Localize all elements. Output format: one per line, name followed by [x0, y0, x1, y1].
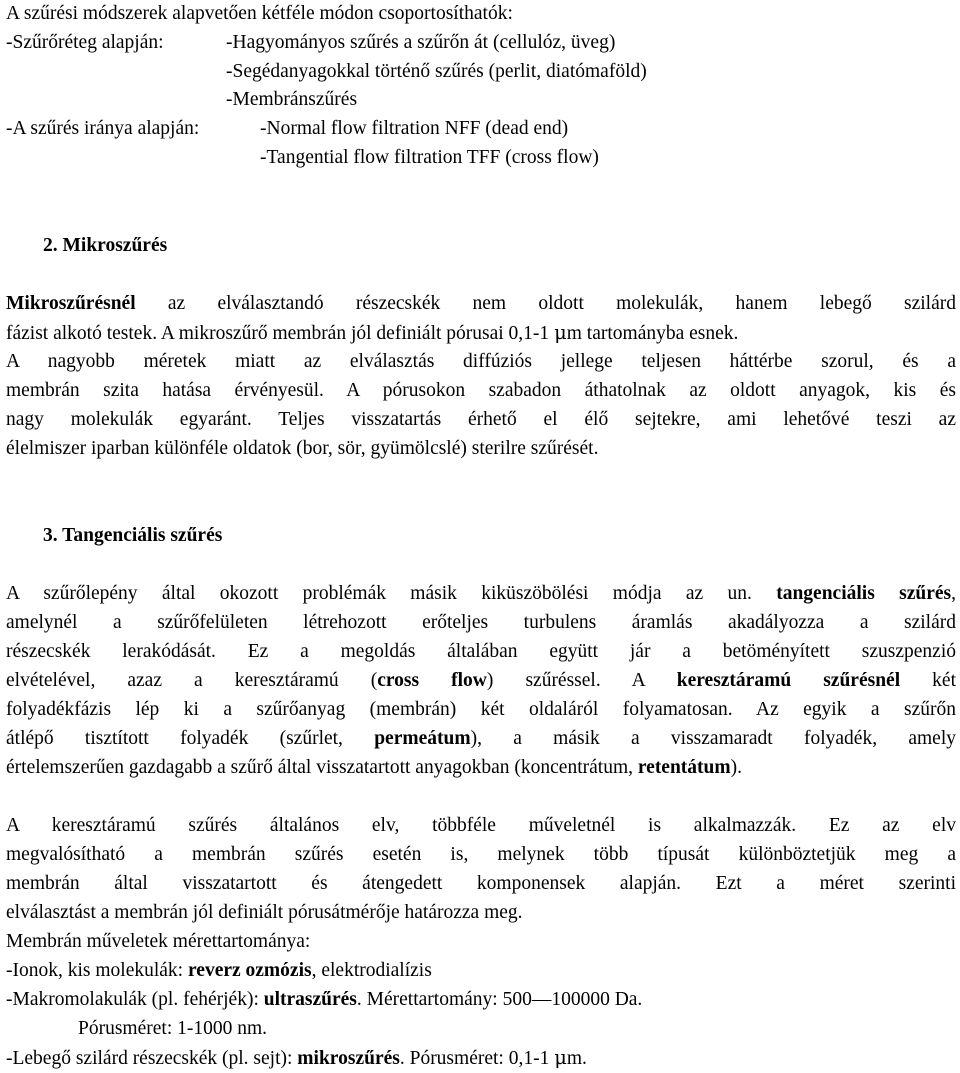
text-span: elvételével, azaz a keresztáramú ( [6, 670, 378, 691]
text-span: -Lebegő szilárd részecskék (pl. sejt): [6, 1048, 298, 1069]
micro-line [6, 319, 956, 347]
text-span: . Pórusméret: 0,1-1 [399, 1048, 555, 1069]
range-item [6, 1044, 956, 1072]
bold-term: tangenciális szűrés [776, 583, 952, 604]
micro-term: Mikroszűrésnél [6, 293, 136, 314]
text-span: A szűrőlepény által okozott problémák másik kiküszöbölési módja az un. [6, 583, 777, 604]
bold-term: ultraszűrés [263, 989, 357, 1010]
range-item [6, 986, 956, 1014]
layer-line [6, 29, 956, 57]
tang-line [6, 580, 956, 608]
bold-term: cross flow [377, 670, 487, 691]
text-span: az elválasztandó részecskék nem oldott molekulák, hanem lebegő szilárd [135, 293, 956, 314]
text-span: két [900, 670, 956, 691]
text-span: fázist alkotó testek. A mikroszűrő membrán jól definiált pórusai 0,1-1 [6, 323, 555, 344]
bold-term: retentátum [637, 757, 731, 778]
text-span: értelemszerűen gazdagabb a szűrő által visszatartott anyagokban (koncentrátum, [6, 757, 638, 778]
tang-line: részecskék lerakódását. Ez a megoldás általában együtt jár a betöményített szuszpenzió [6, 641, 956, 662]
tang-line [6, 667, 956, 695]
micro-line: membrán szita hatása érvényesül. A pórusokon szabadon áthatolnak az oldott anyagok, kis és [6, 380, 956, 401]
tang-line [6, 754, 956, 782]
text-span: ). [730, 757, 743, 778]
text-span: ), a másik a visszamaradt folyadék, amely [470, 728, 956, 749]
layer-line [6, 58, 956, 86]
bold-term: keresztáramú szűrésnél [676, 670, 901, 691]
direction-line [6, 115, 956, 143]
bold-term: mikroszűrés [297, 1048, 400, 1069]
text-span: m. [566, 1048, 587, 1069]
bold-term: permeátum [374, 728, 471, 749]
layer-line [6, 86, 956, 114]
text-span: ) szűréssel. A [486, 670, 677, 691]
text-span: -Ionok, kis molekulák: [6, 960, 188, 981]
ranges-title: Membrán műveletek mérettartománya: [6, 931, 311, 952]
cross-flow-line: A keresztáramú szűrés általános elv, többféle műveletnél is alkalmazzák. Ez az elv [6, 815, 956, 836]
text-span: , elektrodialízis [311, 960, 432, 981]
micro-line: élelmiszer iparban különféle oldatok (bor, sör, gyümölcslé) sterilre szűrését. [6, 438, 599, 459]
tang-line [6, 725, 956, 753]
range-item [6, 957, 956, 985]
tang-line: amelynél a szűrőfelületen létrehozott erőteljes turbulens áramlás akadályozza a szilárd [6, 612, 956, 633]
micro-line: A nagyobb méretek miatt az elválasztás diffúziós jellege teljesen háttérbe szorul, és a [6, 351, 956, 372]
cross-flow-line: elválasztást a membrán jól definiált pórusátmérője határozza meg. [6, 902, 523, 923]
cross-flow-line: membrán által visszatartott és átengedett komponensek alapján. Ezt a méret szerinti [6, 873, 956, 894]
direction-label: -A szűrés iránya alapján: [6, 118, 200, 139]
text-span: átlépő tisztított folyadék (szűrlet, [6, 728, 375, 749]
text-span: -Makromolakulák (pl. fehérjék): [6, 989, 264, 1010]
direction-item: -Tangential flow filtration TFF (cross flow) [260, 147, 599, 168]
layer-item: -Segédanyagokkal történő szűrés (perlit, diatómaföld) [226, 61, 647, 82]
range-pore-size: Pórusméret: 1-1000 nm. [78, 1018, 268, 1039]
direction-item: -Normal flow filtration NFF (dead end) [260, 118, 569, 139]
section-heading-tangential: 3. Tangenciális szűrés [43, 525, 223, 546]
mu-symbol: μ [554, 321, 567, 344]
section-heading-micro: 2. Mikroszűrés [43, 235, 168, 256]
micro-line: nagy molekulák egyaránt. Teljes visszatartás érhető el élő sejtekre, ami lehetővé teszi az [6, 409, 956, 430]
micro-line [6, 290, 956, 318]
layer-label: -Szűrőréteg alapján: [6, 32, 164, 53]
mu-symbol: μ [554, 1046, 567, 1069]
layer-item: -Membránszűrés [226, 89, 358, 110]
layer-item: -Hagyományos szűrés a szűrőn át (cellulóz, üveg) [226, 32, 616, 53]
direction-line [6, 144, 956, 172]
text-span: m tartományba esnek. [566, 323, 739, 344]
intro-line: A szűrési módszerek alapvetően kétféle módon csoportosíthatók: [6, 3, 513, 24]
cross-flow-line: megvalósítható a membrán szűrés esetén is, melynek több típusát különböztetjük meg a [6, 844, 956, 865]
bold-term: reverz ozmózis [187, 960, 312, 981]
tang-line: folyadékfázis lép ki a szűrőanyag (membrán) két oldaláról folyamatosan. Az egyik a szűrőn [6, 699, 956, 720]
text-span: . Mérettartomány: 500—100000 Da. [356, 989, 643, 1010]
text-span: , [951, 583, 956, 604]
